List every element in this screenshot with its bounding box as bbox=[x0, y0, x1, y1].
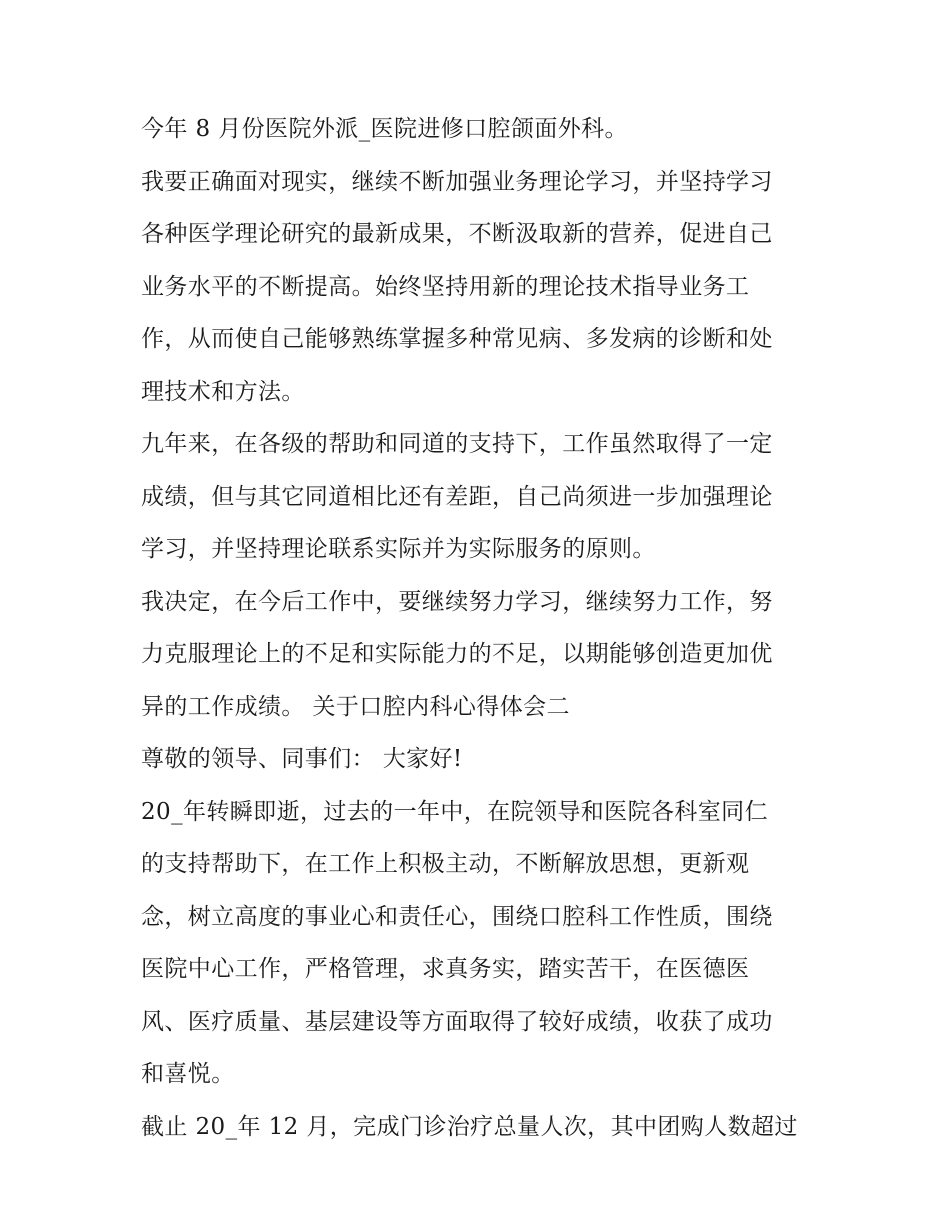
text-line: 的支持帮助下，在工作上积极主动，不断解放思想，更新观 bbox=[141, 851, 750, 877]
text-line: 和喜悦。 bbox=[141, 1061, 235, 1087]
text-line: 念，树立高度的事业心和责任心，围绕口腔科工作性质，围绕 bbox=[141, 903, 773, 930]
text-line: 学习，并坚持理论联系实际并为实际服务的原则。 bbox=[141, 536, 656, 562]
text-line: 尊敬的领导、同事们： 大家好! bbox=[141, 746, 463, 772]
text-line: 成绩，但与其它同道相比还有差距，自己尚须进一步加强理论 bbox=[141, 483, 773, 510]
text-line: 医院中心工作，严格管理，求真务实，踏实苦干，在医德医 bbox=[141, 956, 750, 982]
text-line: 各种医学理论研究的最新成果，不断汲取新的营养，促进自己 bbox=[141, 221, 773, 247]
text-line: 截止 20_年 12 月，完成门诊治疗总量人次，其中团购人数超过 bbox=[141, 1113, 798, 1140]
text-line: 业务水平的不断提高。始终坚持用新的理论技术指导业务工 bbox=[141, 273, 750, 300]
text-line: 20_年转瞬即逝，过去的一年中，在院领导和医院各科室同仁 bbox=[141, 798, 768, 825]
text-line: 我要正确面对现实，继续不断加强业务理论学习，并坚持学习 bbox=[141, 168, 773, 195]
text-line: 异的工作成绩。 关于口腔内科心得体会二 bbox=[141, 693, 570, 720]
document-body bbox=[141, 107, 821, 1157]
text-line: 今年 8 月份医院外派_医院进修口腔颌面外科。 bbox=[141, 116, 628, 142]
text-line: 风、医疗质量、基层建设等方面取得了较好成绩，收获了成功 bbox=[141, 1008, 773, 1035]
text-line: 力克服理论上的不足和实际能力的不足，以期能够创造更加优 bbox=[141, 641, 773, 667]
text-line: 理技术和方法。 bbox=[141, 378, 305, 405]
text-line: 九年来，在各级的帮助和同道的支持下，工作虽然取得了一定 bbox=[141, 431, 773, 457]
text-line: 我决定，在今后工作中，要继续努力学习，继续努力工作，努 bbox=[141, 588, 773, 615]
text-line: 作，从而使自己能够熟练掌握多种常见病、多发病的诊断和处 bbox=[141, 326, 773, 352]
